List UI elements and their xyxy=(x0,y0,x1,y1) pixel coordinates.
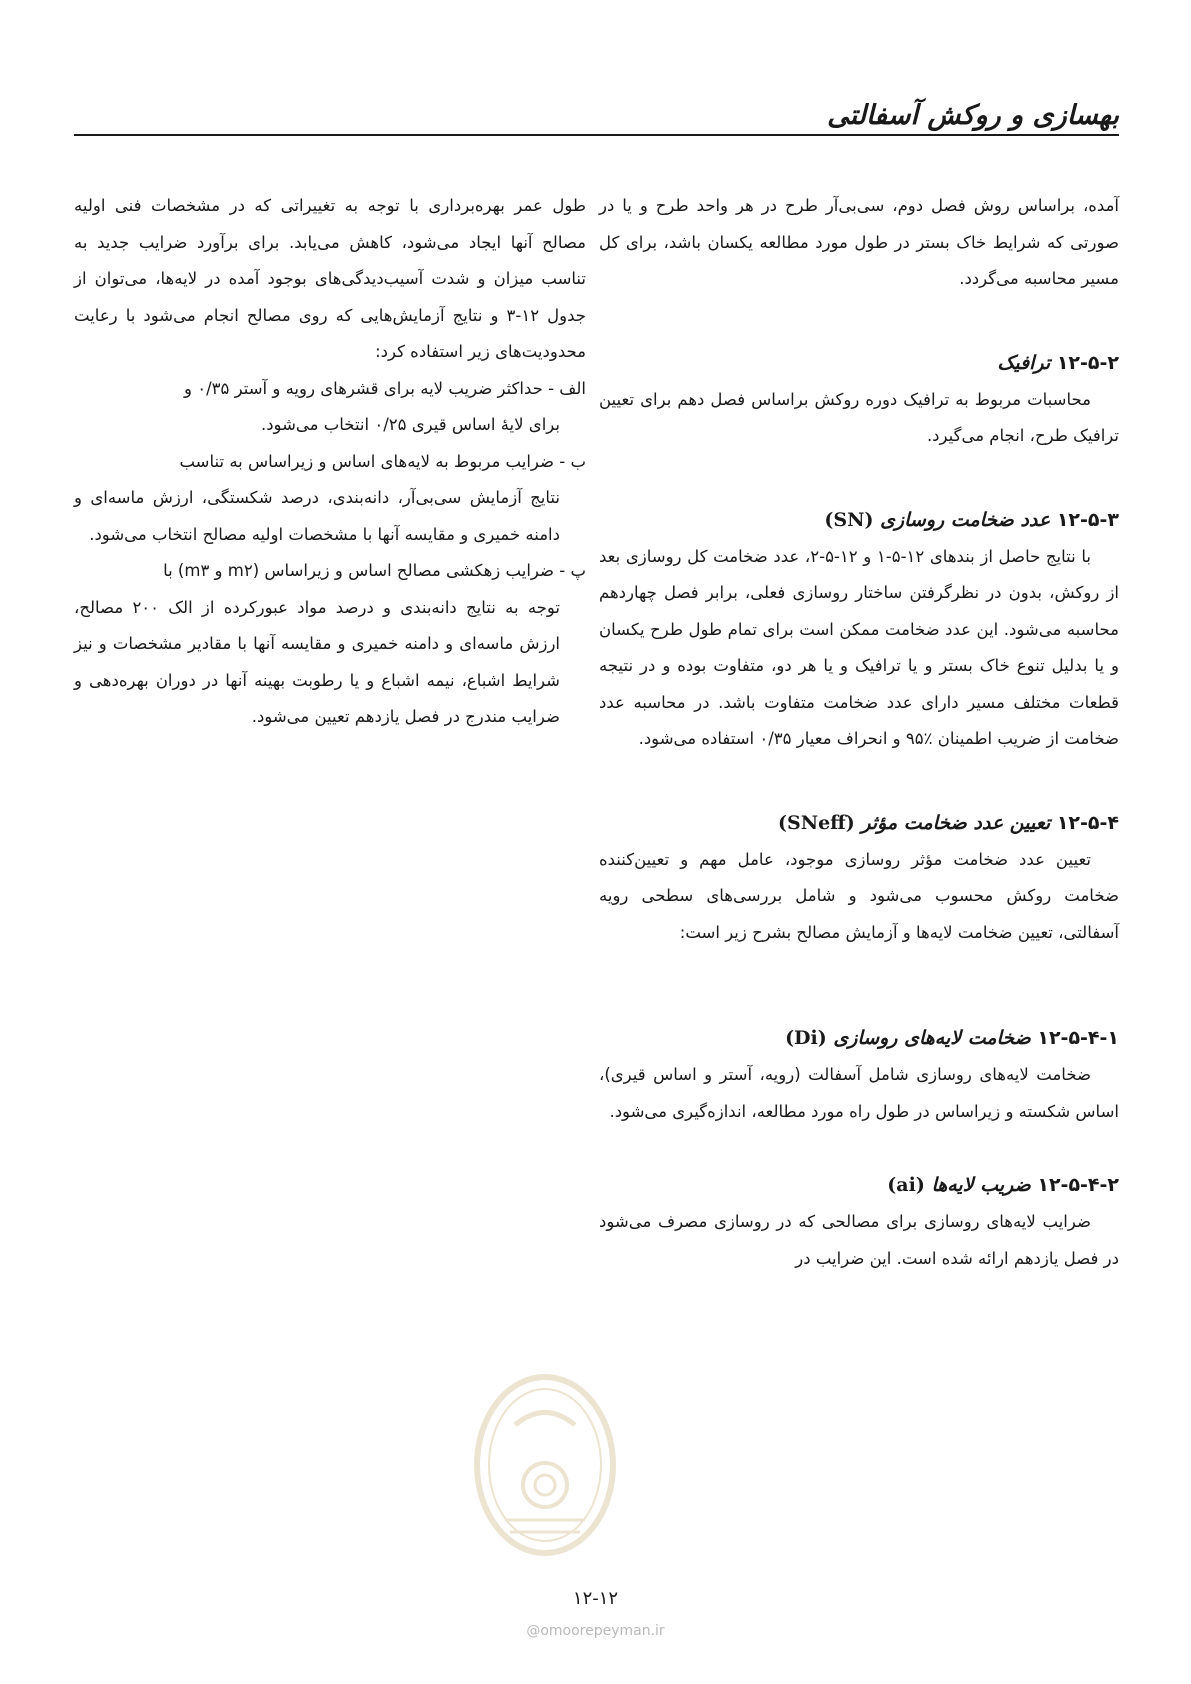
section-heading-structural-number xyxy=(599,501,1119,539)
section-symbol: (SNeff) xyxy=(778,811,855,834)
left-column xyxy=(74,188,586,736)
section-symbol: (Di) xyxy=(785,1027,827,1049)
running-header-title: بهسازی و روکش آسفالتی xyxy=(827,100,1119,131)
watermark-url: @omoorepeyman.ir xyxy=(526,1623,665,1639)
list-item-c-continuation: توجه به نتایج دانه‌بندی و درصد مواد عبورکرده از الک ۲۰۰ مصالح، ارزش ماسه‌ای و دامنه خمیری و مقایسه آنها با مقادیر مشخصات و نیز شرایط اشباع، نیمه اشباع و یا رطوبت بهینه آنها در دوران بهره‌دهی و ضرایب مندرج در فصل یازدهم تعیین می‌شود. xyxy=(74,597,560,726)
structural-number-paragraph: با نتایج حاصل از بندهای ۱۲-۵-۱ و ۱۲-۵-۲، عدد ضخامت کل روسازی بعد از روکش، بدون در نظرگرفتن ساختار روسازی فعلی، برابر فصل چهاردهم محاسبه می‌شود. این عدد ضخامت ممکن است برای تمام طول طرح یکسان و یا بدلیل تنوع خاک بستر و یا ترافیک و یا هر دو، متفاوت بوده و در نتیجه قطعات مختلف مسیر دارای عدد ضخامت متفاوت باشد. در محاسبه عدد ضخامت از ضریب اطمینان ٪۹۵ و انحراف معیار ۰/۳۵ استفاده می‌شود. xyxy=(599,546,1119,748)
section-title: ضخامت لایه‌های روسازی xyxy=(833,1027,1031,1049)
section-heading-layer-coefficients xyxy=(599,1166,1119,1204)
section-number: ۱۲-۵-۴ xyxy=(1056,811,1119,834)
page-number: ۱۲-۱۲ xyxy=(572,1588,619,1609)
section-title: تعیین عدد ضخامت مؤثر xyxy=(861,811,1051,834)
section-symbol: (SN) xyxy=(824,508,874,531)
traffic-paragraph: محاسبات مربوط به ترافیک دوره روکش براساس فصل دهم برای تعیین ترافیک طرح، انجام می‌گیرد. xyxy=(599,389,1119,445)
section-symbol: (ai) xyxy=(887,1174,925,1196)
header-rule xyxy=(74,134,1119,136)
list-item-c-first-line: پ - ضرایب زهکشی مصالح اساس و زیراساس (m۲ و m۳) با xyxy=(163,561,586,580)
right-intro-paragraph: آمده، براساس روش فصل دوم، سی‌بی‌آر طرح در هر واحد طرح و یا در صورتی که شرایط خاک بستر در طول مورد مطالعه یکسان باشد، برای کل مسیر محاسبه می‌گردد. xyxy=(599,196,1119,288)
section-heading-traffic xyxy=(599,344,1119,382)
list-item-a-continuation: برای لایهٔ اساس قیری ۰/۲۵ انتخاب می‌شود. xyxy=(260,415,560,434)
section-number: ۱۲-۵-۲ xyxy=(1056,351,1119,374)
section-title: عدد ضخامت روسازی xyxy=(880,508,1051,531)
section-title: ضریب لایه‌ها xyxy=(931,1174,1031,1196)
effective-sn-paragraph: تعیین عدد ضخامت مؤثر روسازی موجود، عامل مهم و تعیین‌کننده ضخامت روکش محسوب می‌شود و شامل بررسی‌های سطحی رویه آسفالتی، تعیین ضخامت لایه‌ها و آزمایش مصالح بشرح زیر است: xyxy=(599,849,1119,942)
section-number: ۱۲-۵-۴-۱ xyxy=(1037,1027,1119,1049)
layer-thickness-paragraph: ضخامت لایه‌های روسازی شامل آسفالت (رویه، آستر و اساس قیری)، اساس شکسته و زیراساس در طول راه مورد مطالعه، اندازه‌گیری می‌شود. xyxy=(599,1065,1119,1121)
list-item-b-continuation: نتایج آزمایش سی‌بی‌آر، دانه‌بندی، درصد شکستگی، ارزش ماسه‌ای و دامنه خمیری و مقایسه آنها با مشخصات اولیه مصالح انتخاب می‌شود. xyxy=(74,488,560,544)
right-column xyxy=(599,188,1119,1277)
list-item-b-first-line: ب - ضرایب مربوط به لایه‌های اساس و زیراساس به تناسب xyxy=(179,451,586,471)
publisher-seal-watermark xyxy=(470,1370,620,1560)
section-heading-layer-thickness xyxy=(599,1019,1119,1057)
layer-coefficients-paragraph: ضرایب لایه‌های روسازی برای مصالحی که در روسازی مصرف می‌شود در فصل یازدهم ارائه شده است. این ضرایب در xyxy=(599,1212,1119,1268)
section-number: ۱۲-۵-۳ xyxy=(1056,508,1119,531)
list-item-a-first-line: الف - حداکثر ضریب لایه برای قشرهای رویه و آستر ۰/۳۵ و xyxy=(184,378,586,398)
section-title: ترافیک xyxy=(997,351,1051,374)
left-intro-paragraph: طول عمر بهره‌برداری با توجه به تغییراتی که در مشخصات فنی اولیه مصالح آنها ایجاد می‌شود، کاهش می‌یابد. برای برآورد ضرایب جدید به تناسب میزان و شدت آسیب‌دیدگی‌های بوجود آمده در لایه‌ها، می‌توان از جدول ۱۲-۳ و نتایج آزمایش‌هایی که روی مصالح انجام می‌شود با رعایت محدودیت‌های زیر استفاده کرد: xyxy=(74,196,587,361)
section-number: ۱۲-۵-۴-۲ xyxy=(1037,1174,1119,1196)
section-heading-effective-sn xyxy=(599,804,1119,842)
